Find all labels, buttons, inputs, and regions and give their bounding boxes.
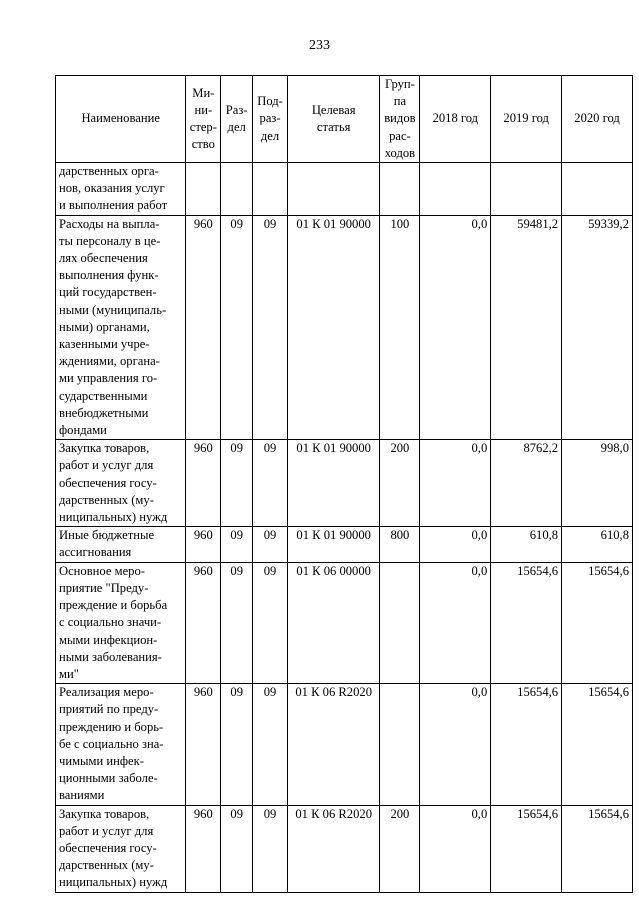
cell-name: Закупка товаров, работ и услуг для обеспечения госу- дарственных (му- ниципальных) нужд — [56, 440, 186, 527]
cell-expense-group — [380, 163, 420, 216]
header-name: Наименование — [56, 76, 186, 163]
table-row — [56, 805, 633, 892]
cell-2020: 998,0 — [562, 440, 633, 527]
cell-ministry: 960 — [186, 805, 221, 892]
cell-2019: 59481,2 — [491, 215, 562, 440]
cell-subsection: 09 — [253, 805, 288, 892]
cell-2018: 0,0 — [420, 684, 491, 805]
cell-ministry: 960 — [186, 527, 221, 562]
cell-target-article: 01 К 06 R2020 — [288, 805, 380, 892]
header-target-article: Целевая статья — [288, 76, 380, 163]
header-ministry: Ми- ни- стер- ство — [186, 76, 221, 163]
cell-section: 09 — [221, 562, 253, 683]
cell-ministry — [186, 163, 221, 216]
budget-table — [55, 75, 633, 893]
cell-2019: 610,8 — [491, 527, 562, 562]
table-row — [56, 684, 633, 805]
cell-expense-group — [380, 684, 420, 805]
cell-ministry: 960 — [186, 684, 221, 805]
cell-2020 — [562, 163, 633, 216]
table-row — [56, 527, 633, 562]
cell-name: Иные бюджетные ассигнования — [56, 527, 186, 562]
cell-ministry: 960 — [186, 215, 221, 440]
cell-subsection — [253, 163, 288, 216]
cell-subsection: 09 — [253, 440, 288, 527]
cell-name: Основное меро- приятие "Преду- преждение и борьба с социально значи- мыми инфекцион- ными заболевания- ми" — [56, 562, 186, 683]
cell-2019 — [491, 163, 562, 216]
header-section: Раз- дел — [221, 76, 253, 163]
cell-subsection: 09 — [253, 215, 288, 440]
cell-name: дарственных орга- нов, оказания услуг и выполнения работ — [56, 163, 186, 216]
cell-section: 09 — [221, 527, 253, 562]
cell-subsection: 09 — [253, 527, 288, 562]
cell-2018: 0,0 — [420, 562, 491, 683]
header-2018: 2018 год — [420, 76, 491, 163]
header-2020: 2020 год — [562, 76, 633, 163]
cell-expense-group: 200 — [380, 805, 420, 892]
table-header-row — [56, 76, 633, 163]
cell-2020: 59339,2 — [562, 215, 633, 440]
cell-2019: 15654,6 — [491, 562, 562, 683]
cell-ministry: 960 — [186, 440, 221, 527]
cell-expense-group — [380, 562, 420, 683]
cell-expense-group: 800 — [380, 527, 420, 562]
table-row — [56, 163, 633, 216]
cell-section — [221, 163, 253, 216]
cell-target-article: 01 К 01 90000 — [288, 215, 380, 440]
table-row — [56, 562, 633, 683]
page-number: 233 — [309, 38, 330, 53]
cell-2018: 0,0 — [420, 527, 491, 562]
cell-2018: 0,0 — [420, 215, 491, 440]
cell-name: Реализация меро- приятий по преду- преждению и борь- бе с социально зна- чимыми инфек- ционными заболе- ваниями — [56, 684, 186, 805]
cell-2018: 0,0 — [420, 805, 491, 892]
header-subsection: Под- раз- дел — [253, 76, 288, 163]
cell-target-article: 01 К 06 R2020 — [288, 684, 380, 805]
cell-subsection: 09 — [253, 562, 288, 683]
table-row — [56, 215, 633, 440]
cell-target-article: 01 К 01 90000 — [288, 527, 380, 562]
cell-2018 — [420, 163, 491, 216]
cell-ministry: 960 — [186, 562, 221, 683]
cell-section: 09 — [221, 440, 253, 527]
cell-2019: 8762,2 — [491, 440, 562, 527]
cell-section: 09 — [221, 684, 253, 805]
cell-2019: 15654,6 — [491, 684, 562, 805]
header-2019: 2019 год — [491, 76, 562, 163]
header-expense-group: Груп- па видов рас- ходов — [380, 76, 420, 163]
cell-expense-group: 100 — [380, 215, 420, 440]
cell-section: 09 — [221, 805, 253, 892]
cell-2019: 15654,6 — [491, 805, 562, 892]
cell-name: Расходы на выпла- ты персоналу в це- лях обеспечения выполнения функ- ций государствен- ными (муниципаль- ными) органами, казенными учре- ждениями, органа- ми управления го- сударственными внебюджетными фондами — [56, 215, 186, 440]
cell-target-article: 01 К 01 90000 — [288, 440, 380, 527]
cell-name: Закупка товаров, работ и услуг для обеспечения госу- дарственных (му- ниципальных) нужд — [56, 805, 186, 892]
cell-2020: 15654,6 — [562, 562, 633, 683]
cell-expense-group: 200 — [380, 440, 420, 527]
cell-target-article — [288, 163, 380, 216]
cell-2018: 0,0 — [420, 440, 491, 527]
cell-subsection: 09 — [253, 684, 288, 805]
cell-section: 09 — [221, 215, 253, 440]
cell-2020: 15654,6 — [562, 805, 633, 892]
cell-2020: 610,8 — [562, 527, 633, 562]
table-row — [56, 440, 633, 527]
cell-2020: 15654,6 — [562, 684, 633, 805]
cell-target-article: 01 К 06 00000 — [288, 562, 380, 683]
